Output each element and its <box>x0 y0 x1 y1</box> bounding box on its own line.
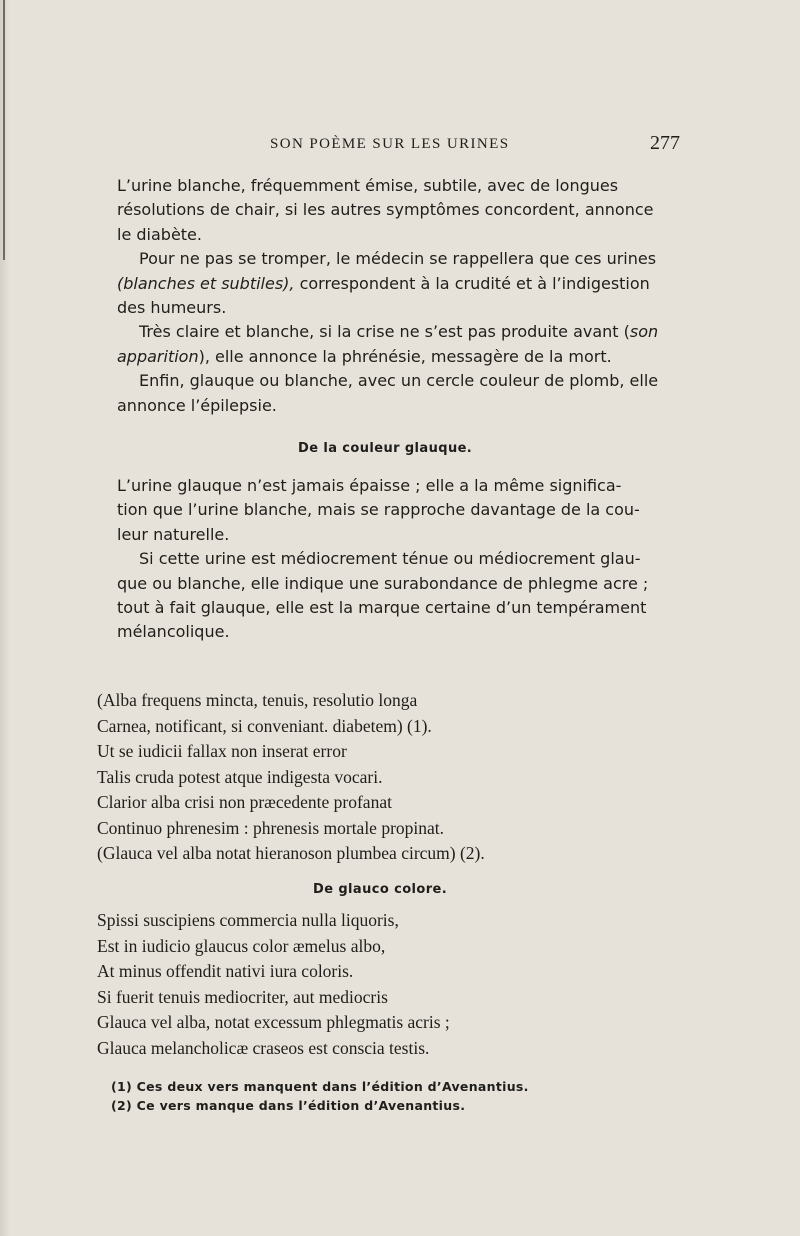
verse-line: Est in iudicio glaucus color æmelus albo, <box>97 935 386 956</box>
text-line <box>117 272 669 296</box>
text-line: Si cette urine est médiocrement ténue ou médiocrement glau- <box>139 549 641 569</box>
text-span: correspondent à la crudité et à l’indigestion <box>294 273 650 293</box>
italic-text: (blanches et subtiles), <box>117 273 295 293</box>
verse-line: (Alba frequens mincta, tenuis, resolutio longa <box>97 690 418 710</box>
verse-line: Continuo phrenesim : phrenesis mortale propinat. <box>97 817 445 838</box>
text-line: L’urine blanche, fréquemment émise, subtile, avec de longues <box>117 176 619 195</box>
running-title: SON POÈME SUR LES URINES <box>270 136 510 152</box>
text-line: le diabète. <box>117 224 202 244</box>
text-line: mélancolique. <box>117 622 230 642</box>
section-heading-glauco: De glauco colore. <box>313 882 448 897</box>
text-line: leur naturelle. <box>117 524 230 544</box>
text-line: tout à fait glauque, elle est la marque certaine d’un tempérament <box>117 598 647 618</box>
verse-line: At minus offendit nativi iura coloris. <box>97 961 354 981</box>
french-section-2 <box>117 474 669 645</box>
latin-verses-1 <box>97 688 657 867</box>
text-line <box>117 345 669 369</box>
footnote: (2) Ce vers manque dans l’édition d’Avenantius. <box>111 1098 466 1113</box>
text-line <box>117 320 669 344</box>
verse-line: (Glauca vel alba notat hieranoson plumbea circum) (2). <box>97 843 485 863</box>
text-span: ), elle annonce la phrénésie, messagère de la mort. <box>198 346 612 366</box>
text-line: des humeurs. <box>117 298 227 318</box>
verse-line: Talis cruda potest atque indigesta vocari. <box>97 766 383 787</box>
verse-line: Carnea, notificant, si conveniant. diabetem) (1). <box>97 715 432 736</box>
text-line: Enfin, glauque ou blanche, avec un cercle couleur de plomb, elle <box>139 371 659 391</box>
paragraph <box>117 174 669 247</box>
paragraph <box>117 247 669 320</box>
text-line: Pour ne pas se tromper, le médecin se rappellera que ces urines <box>139 249 657 269</box>
verse-line: Si fuerit tenuis mediocriter, aut mediocris <box>97 986 388 1007</box>
page-header <box>80 132 680 160</box>
text-span: Très claire et blanche, si la crise ne s’est pas produite avant ( <box>139 322 630 342</box>
text-line: annonce l’épilepsie. <box>117 395 277 415</box>
text-line: L’urine glauque n’est jamais épaisse ; elle a la même significa- <box>117 476 622 495</box>
verse-line: Glauca vel alba, notat excessum phlegmatis acris ; <box>97 1012 450 1032</box>
italic-text: apparition <box>117 346 199 366</box>
verse-line: Spissi suscipiens commercia nulla liquoris, <box>97 910 399 930</box>
text-line: que ou blanche, elle indique une surabondance de phlegme acre ; <box>117 573 649 593</box>
latin-verses-2 <box>97 908 657 1061</box>
paragraph <box>117 547 669 645</box>
text-line: résolutions de chair, si les autres symptômes concordent, annonce <box>117 200 654 220</box>
paragraph <box>117 369 669 418</box>
text-line: tion que l’urine blanche, mais se rapproche davantage de la cou- <box>117 500 640 520</box>
section-heading-glauque: De la couleur glauque. <box>298 441 473 456</box>
french-section-1 <box>117 174 669 418</box>
verse-line: Glauca melancholicæ craseos est conscia testis. <box>97 1037 430 1058</box>
paragraph <box>117 474 669 547</box>
paragraph <box>117 320 669 369</box>
page-number: 277 <box>650 132 680 154</box>
footnote: (1) Ces deux vers manquent dans l’édition d’Avenantius. <box>111 1079 529 1094</box>
footnotes <box>111 1077 671 1115</box>
verse-line: Ut se iudicii fallax non inserat error <box>97 741 347 761</box>
italic-text: son <box>629 322 659 342</box>
verse-line: Clarior alba crisi non præcedente profanat <box>97 792 392 812</box>
